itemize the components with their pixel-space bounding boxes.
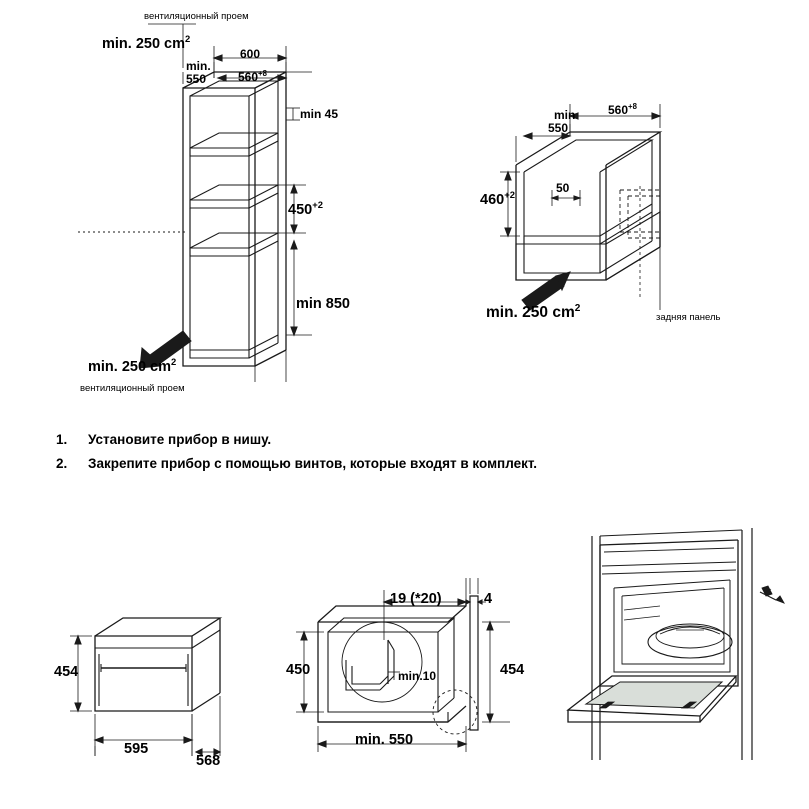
label-vent-top: вентиляционный проем: [144, 11, 249, 22]
label-min-right: min: [554, 108, 576, 122]
label-min-45: min 45: [300, 107, 339, 121]
label-dim-4: 4: [484, 591, 493, 607]
label-vent-area-top: min. 250 $cm^2$: [102, 33, 191, 52]
label-dim-19: 19 (*20): [390, 591, 442, 607]
label-dim-454-mid: 454: [500, 662, 525, 678]
instruction-1-number: 1.: [56, 432, 68, 447]
label-depth-568: 568: [196, 753, 221, 769]
label-min-550-top: 550: [186, 72, 207, 86]
label-min-850: min 850: [296, 296, 350, 312]
label-min-10: min.10: [398, 669, 437, 683]
label-min-550-right: 550: [548, 121, 569, 135]
appliance-outline-drawing: [70, 618, 220, 756]
label-dim-50: 50: [556, 181, 570, 195]
instruction-1-text: Установите прибор в нишу.: [88, 432, 272, 447]
label-height-450: $450^{+2}$: [288, 199, 323, 218]
label-dim-450: 450: [286, 662, 311, 678]
label-vent-bottom: вентиляционный проем: [80, 383, 185, 394]
label-min-550-bottom: min. 550: [355, 732, 414, 748]
label-vent-area-right: min. 250 $cm^2$: [486, 303, 581, 322]
low-cabinet-drawing: [500, 104, 660, 310]
label-depth-560-top: $560^{+8}$: [238, 69, 267, 84]
instruction-2-number: 2.: [56, 456, 68, 471]
label-height-454-left: 454: [54, 664, 79, 680]
label-min-top: min.: [186, 59, 211, 73]
label-depth-560-right: $560^{+8}$: [608, 102, 637, 117]
label-height-460: $460^{+2}$: [480, 189, 515, 208]
open-door-appliance-drawing: [568, 528, 784, 760]
label-vent-area-bottom: min. 250 $cm^2$: [88, 356, 177, 375]
label-back-panel: задняя панель: [656, 312, 721, 323]
label-width-595: 595: [124, 741, 149, 757]
label-width-600: 600: [240, 47, 261, 61]
instruction-2-text: Закрепите прибор с помощью винтов, которые входят в комплект.: [88, 456, 538, 471]
